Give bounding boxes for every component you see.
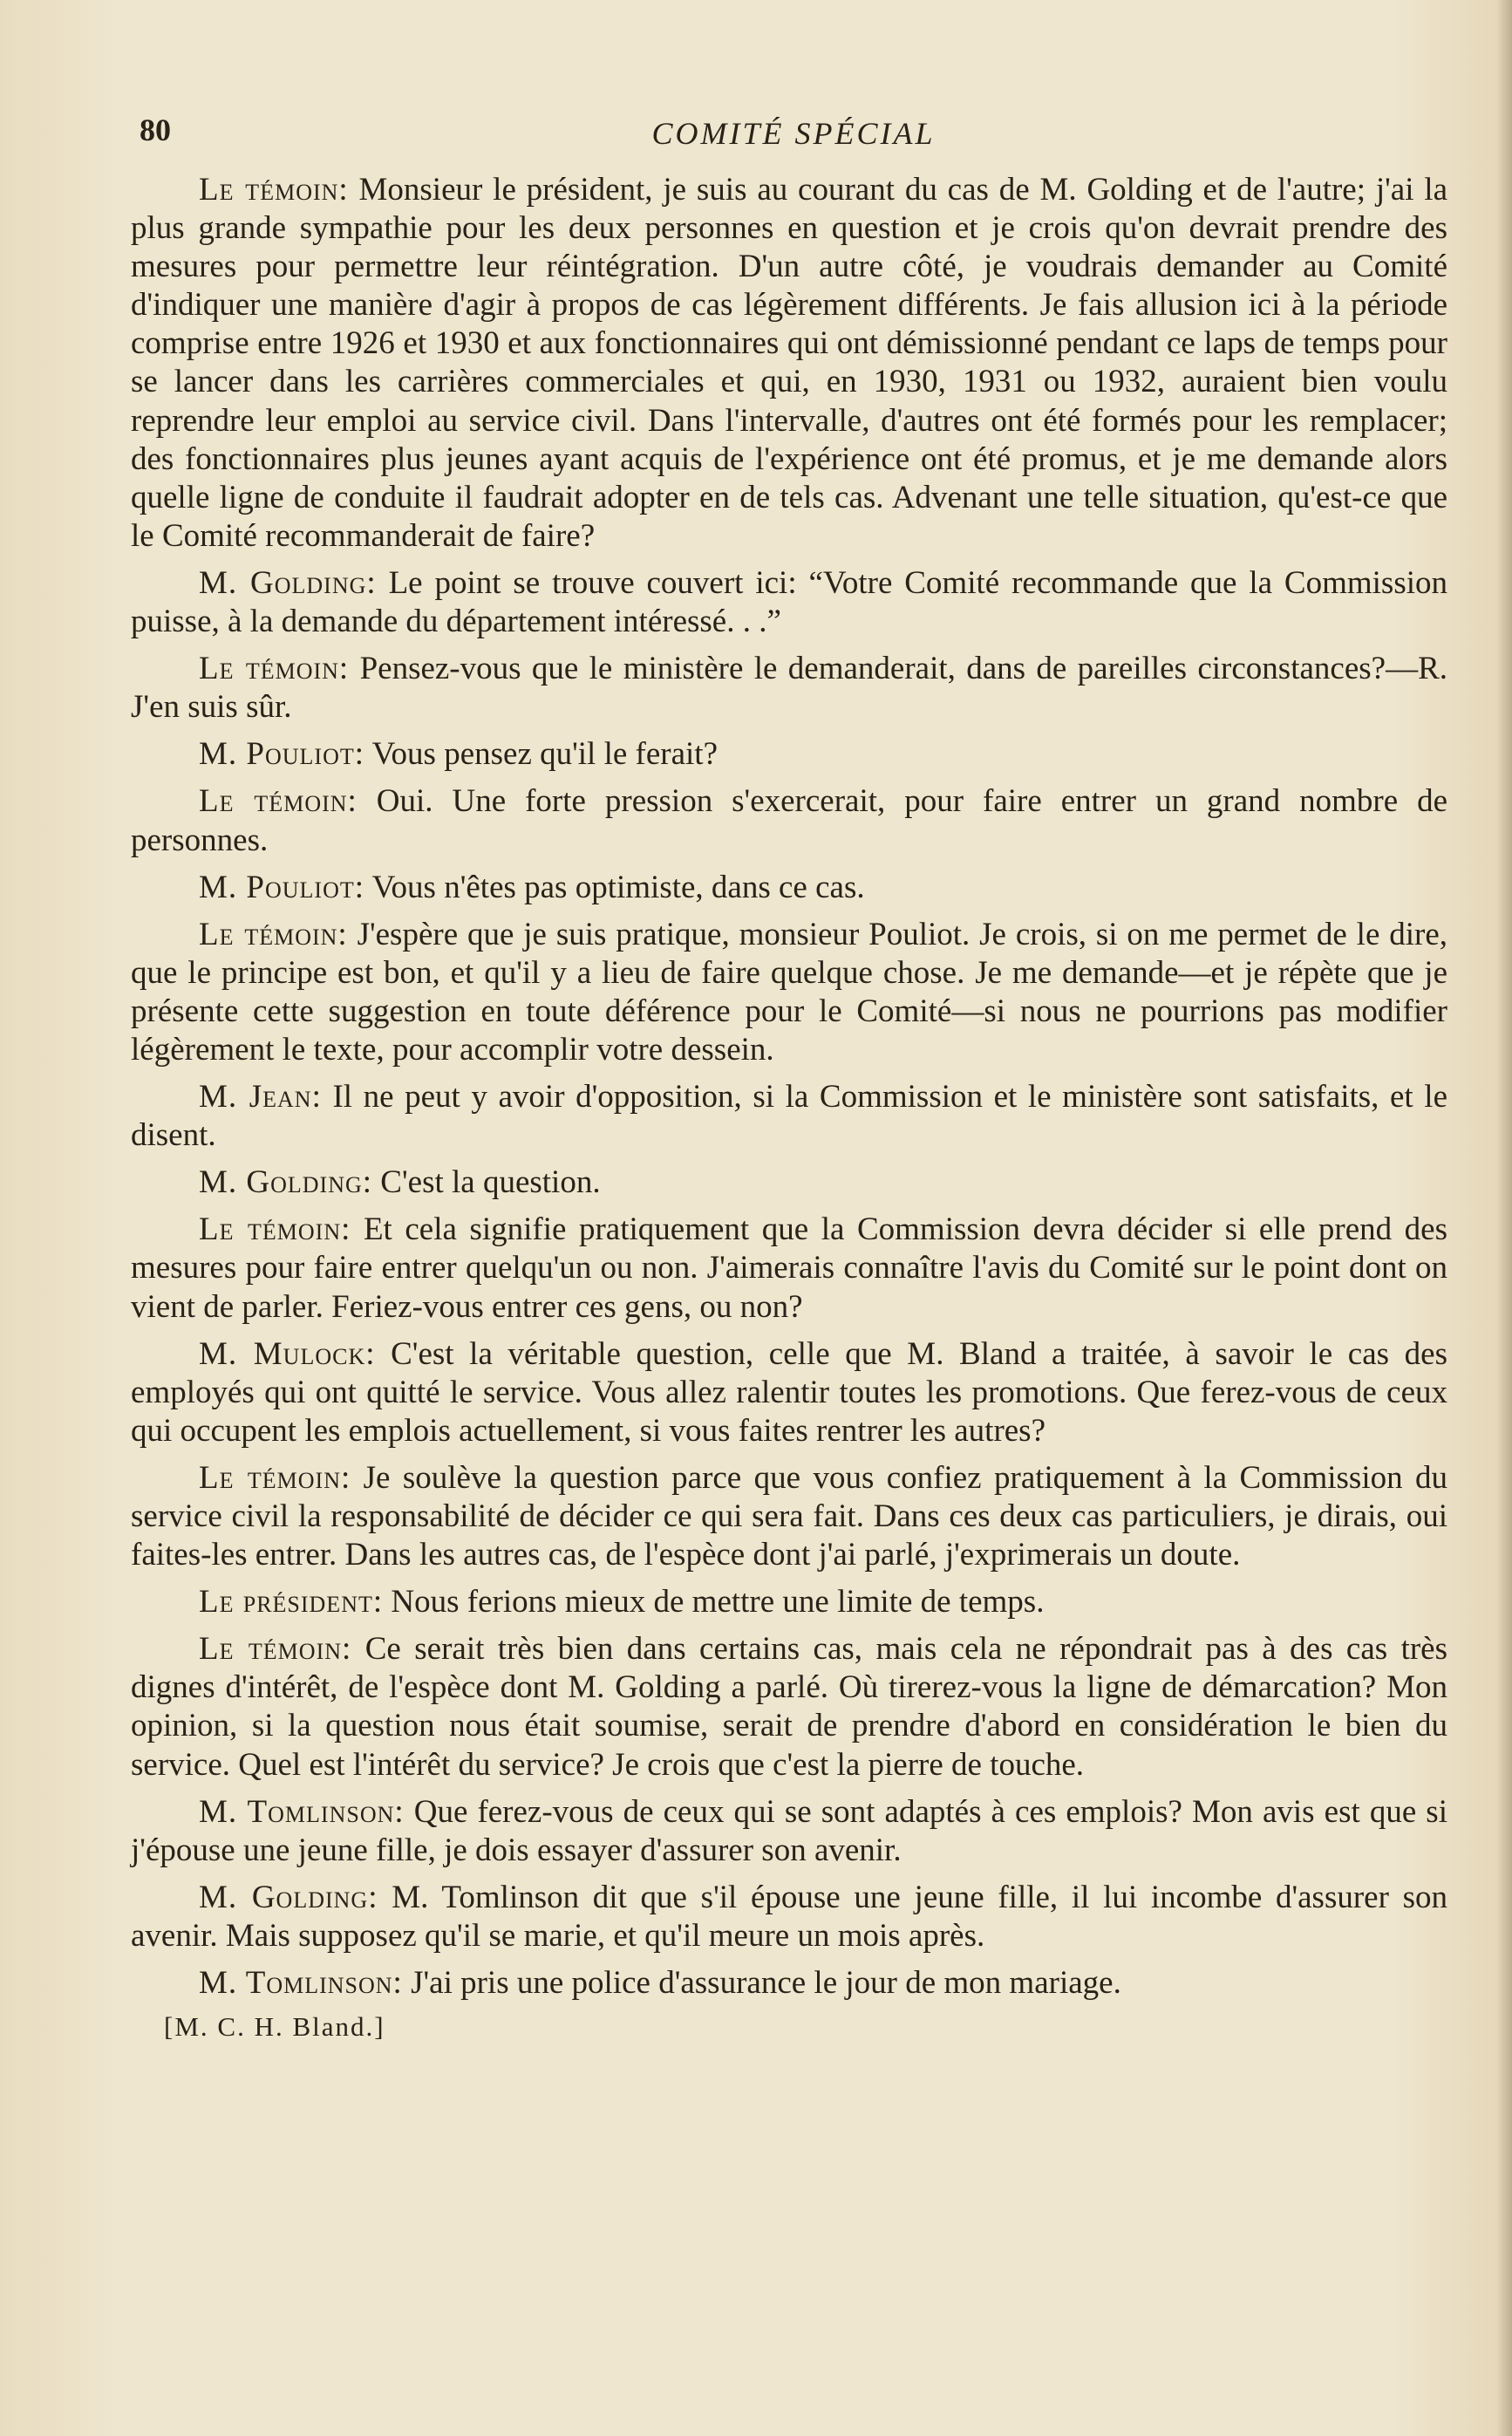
speaker-name: M. Jean: xyxy=(199,1079,322,1116)
page-edge-shadow xyxy=(1496,0,1512,2436)
paragraph-text: C'est la question. xyxy=(372,1164,601,1201)
speaker-name: M. Pouliot: xyxy=(199,869,365,905)
paragraph-text: Et cela signifie pratiquement que la Commission devra décider si elle prend des mesures pour faire entrer quelqu'un ou non. J'aimerais connaître l'avis du Comité sur le point dont on vient de parler. Feriez-vous entrer ces gens, ou non? xyxy=(131,1211,1447,1325)
paragraph xyxy=(131,1163,1447,1202)
speaker-name: M. Golding: xyxy=(199,564,377,601)
paragraph xyxy=(131,650,1447,727)
paragraph-text: Je soulève la question parce que vous confiez pratiquement à la Commission du service civil la responsabilité de décider ce qui sera fait. Dans ces deux cas particuliers, je dirais, oui faites-les entrer. Dans les autres cas, de l'espèce dont j'ai parlé, j'exprimerais un doute. xyxy=(131,1459,1447,1573)
speaker-name: M. Golding: xyxy=(199,1164,373,1201)
paragraph-text: C'est la véritable question, celle que M. Bland a traitée, à savoir le cas des employés qui ont quitté le service. Vous allez ralentir toutes les promotions. Que ferez-vous de ceux qui occupent les emplois actuellement, si vous faites rentrer les autres? xyxy=(131,1335,1447,1449)
paragraph xyxy=(131,1630,1447,1784)
paragraph xyxy=(131,564,1447,641)
speaker-name: M. Golding: xyxy=(199,1879,378,1915)
paragraph xyxy=(131,1211,1447,1326)
paragraph-text: M. Tomlinson dit que s'il épouse une jeune fille, il lui incombe d'assurer son avenir. Mais supposez qu'il se marie, et qu'il meure un mois après. xyxy=(131,1879,1448,1954)
paragraph xyxy=(131,171,1447,556)
speaker-name: Le témoin: xyxy=(199,172,349,208)
speaker-name: Le témoin: xyxy=(199,1631,352,1668)
paragraph xyxy=(131,782,1447,859)
paragraph xyxy=(131,916,1447,1069)
paragraph xyxy=(131,1793,1447,1870)
paragraph-text: Pensez-vous que le ministère le demanderait, dans de pareilles circonstances?—R. J'en suis sûr. xyxy=(131,651,1447,726)
paragraph xyxy=(131,1459,1447,1574)
speaker-name: Le témoin: xyxy=(199,916,348,952)
speaker-attribution: [M. C. H. Bland.] xyxy=(164,2011,385,2043)
speaker-name: M. Tomlinson: xyxy=(199,1793,405,1830)
paragraph xyxy=(131,1583,1447,1621)
running-title: COMITÉ SPÉCIAL xyxy=(651,116,936,151)
paragraph-text: Que ferez-vous de ceux qui se sont adaptés à ces emplois? Mon avis est que si j'épouse une jeune fille, je dois essayer d'assurer son avenir. xyxy=(131,1793,1447,1868)
paragraph-text: Il ne peut y avoir d'opposition, si la Commission et le ministère sont satisfaits, et le disent. xyxy=(131,1079,1447,1154)
speaker-name: Le témoin: xyxy=(199,651,350,687)
page-number: 80 xyxy=(140,113,171,147)
speaker-name: M. Tomlinson: xyxy=(199,1965,403,2002)
paragraph-text: Monsieur le président, je suis au courant du cas de M. Golding et de l'autre; j'ai la plus grande sympathie pour les deux personnes en question et je crois qu'on devrait prendre des mesures pour permettre leur réintégration. D'un autre côté, je voudrais demander au Comité d'indiquer une manière d'agir à propos de cas légèrement différents. Je fais allusion ici à la période comprise entre 1926 et 1930 et aux fonctionnaires qui ont démissionné pendant ce laps de temps pour se lancer dans les carrières commerciales et qui, en 1930, 1931 ou 1932, auraient bien voulu reprendre leur emploi au service civil. Dans l'intervalle, d'autres ont été formés pour les remplacer; des fonctionnaires plus jeunes ayant acquis de l'expérience ont été promus, et je me demande alors quelle ligne de conduite il faudrait adopter en de tels cas. Advenant une telle situation, qu'est-ce que le Comité recommanderait de faire? xyxy=(131,172,1447,554)
paragraph-text: Ce serait très bien dans certains cas, mais cela ne répondrait pas à des cas très dignes d'intérêt, de l'espèce dont M. Golding a parlé. Où tirerez-vous la ligne de démarcation? Mon opinion, si la question nous était soumise, serait de prendre d'abord en considération le bien du service. Quel est l'intérêt du service? Je crois que c'est la pierre de touche. xyxy=(131,1631,1448,1783)
paragraph xyxy=(131,1078,1447,1155)
body-text xyxy=(131,171,1447,2043)
paragraph-text: Vous pensez qu'il le ferait? xyxy=(364,736,719,773)
paragraph-text: Nous ferions mieux de mettre une limite de temps. xyxy=(383,1584,1045,1621)
paragraph-text: Le point se trouve couvert ici: “Votre Comité recommande que la Commission puisse, à la demande du département intéressé. . .” xyxy=(131,564,1448,640)
speaker-name: M. Mulock: xyxy=(199,1335,376,1372)
paragraph-text: J'espère que je suis pratique, monsieur Pouliot. Je crois, si on me permet de le dire, que le principe est bon, et qu'il y a lieu de faire quelque chose. Je me demande—et je répète que je présente cette suggestion en toute déférence pour le Comité—si nous ne pourrions pas modifier légèrement le texte, pour accomplir votre dessein. xyxy=(131,916,1447,1068)
paragraph xyxy=(131,1335,1447,1450)
paragraph-text: J'ai pris une police d'assurance le jour de mon mariage. xyxy=(402,1965,1121,2002)
page-header xyxy=(140,112,1447,164)
paragraph-text: Oui. Une forte pression s'exercerait, pour faire entrer un grand nombre de personnes. xyxy=(131,783,1447,858)
paragraph xyxy=(131,1879,1447,1955)
speaker-name: Le témoin: xyxy=(199,1459,351,1496)
speaker-name: Le témoin: xyxy=(199,1211,351,1248)
paragraph xyxy=(131,735,1447,774)
paragraph-text: Vous n'êtes pas optimiste, dans ce cas. xyxy=(364,869,865,905)
speaker-name: M. Pouliot: xyxy=(199,736,365,773)
paragraph xyxy=(131,869,1447,907)
speaker-name: Le président: xyxy=(199,1584,384,1621)
paragraph xyxy=(131,1964,1447,2003)
speaker-name: Le témoin: xyxy=(199,783,358,820)
